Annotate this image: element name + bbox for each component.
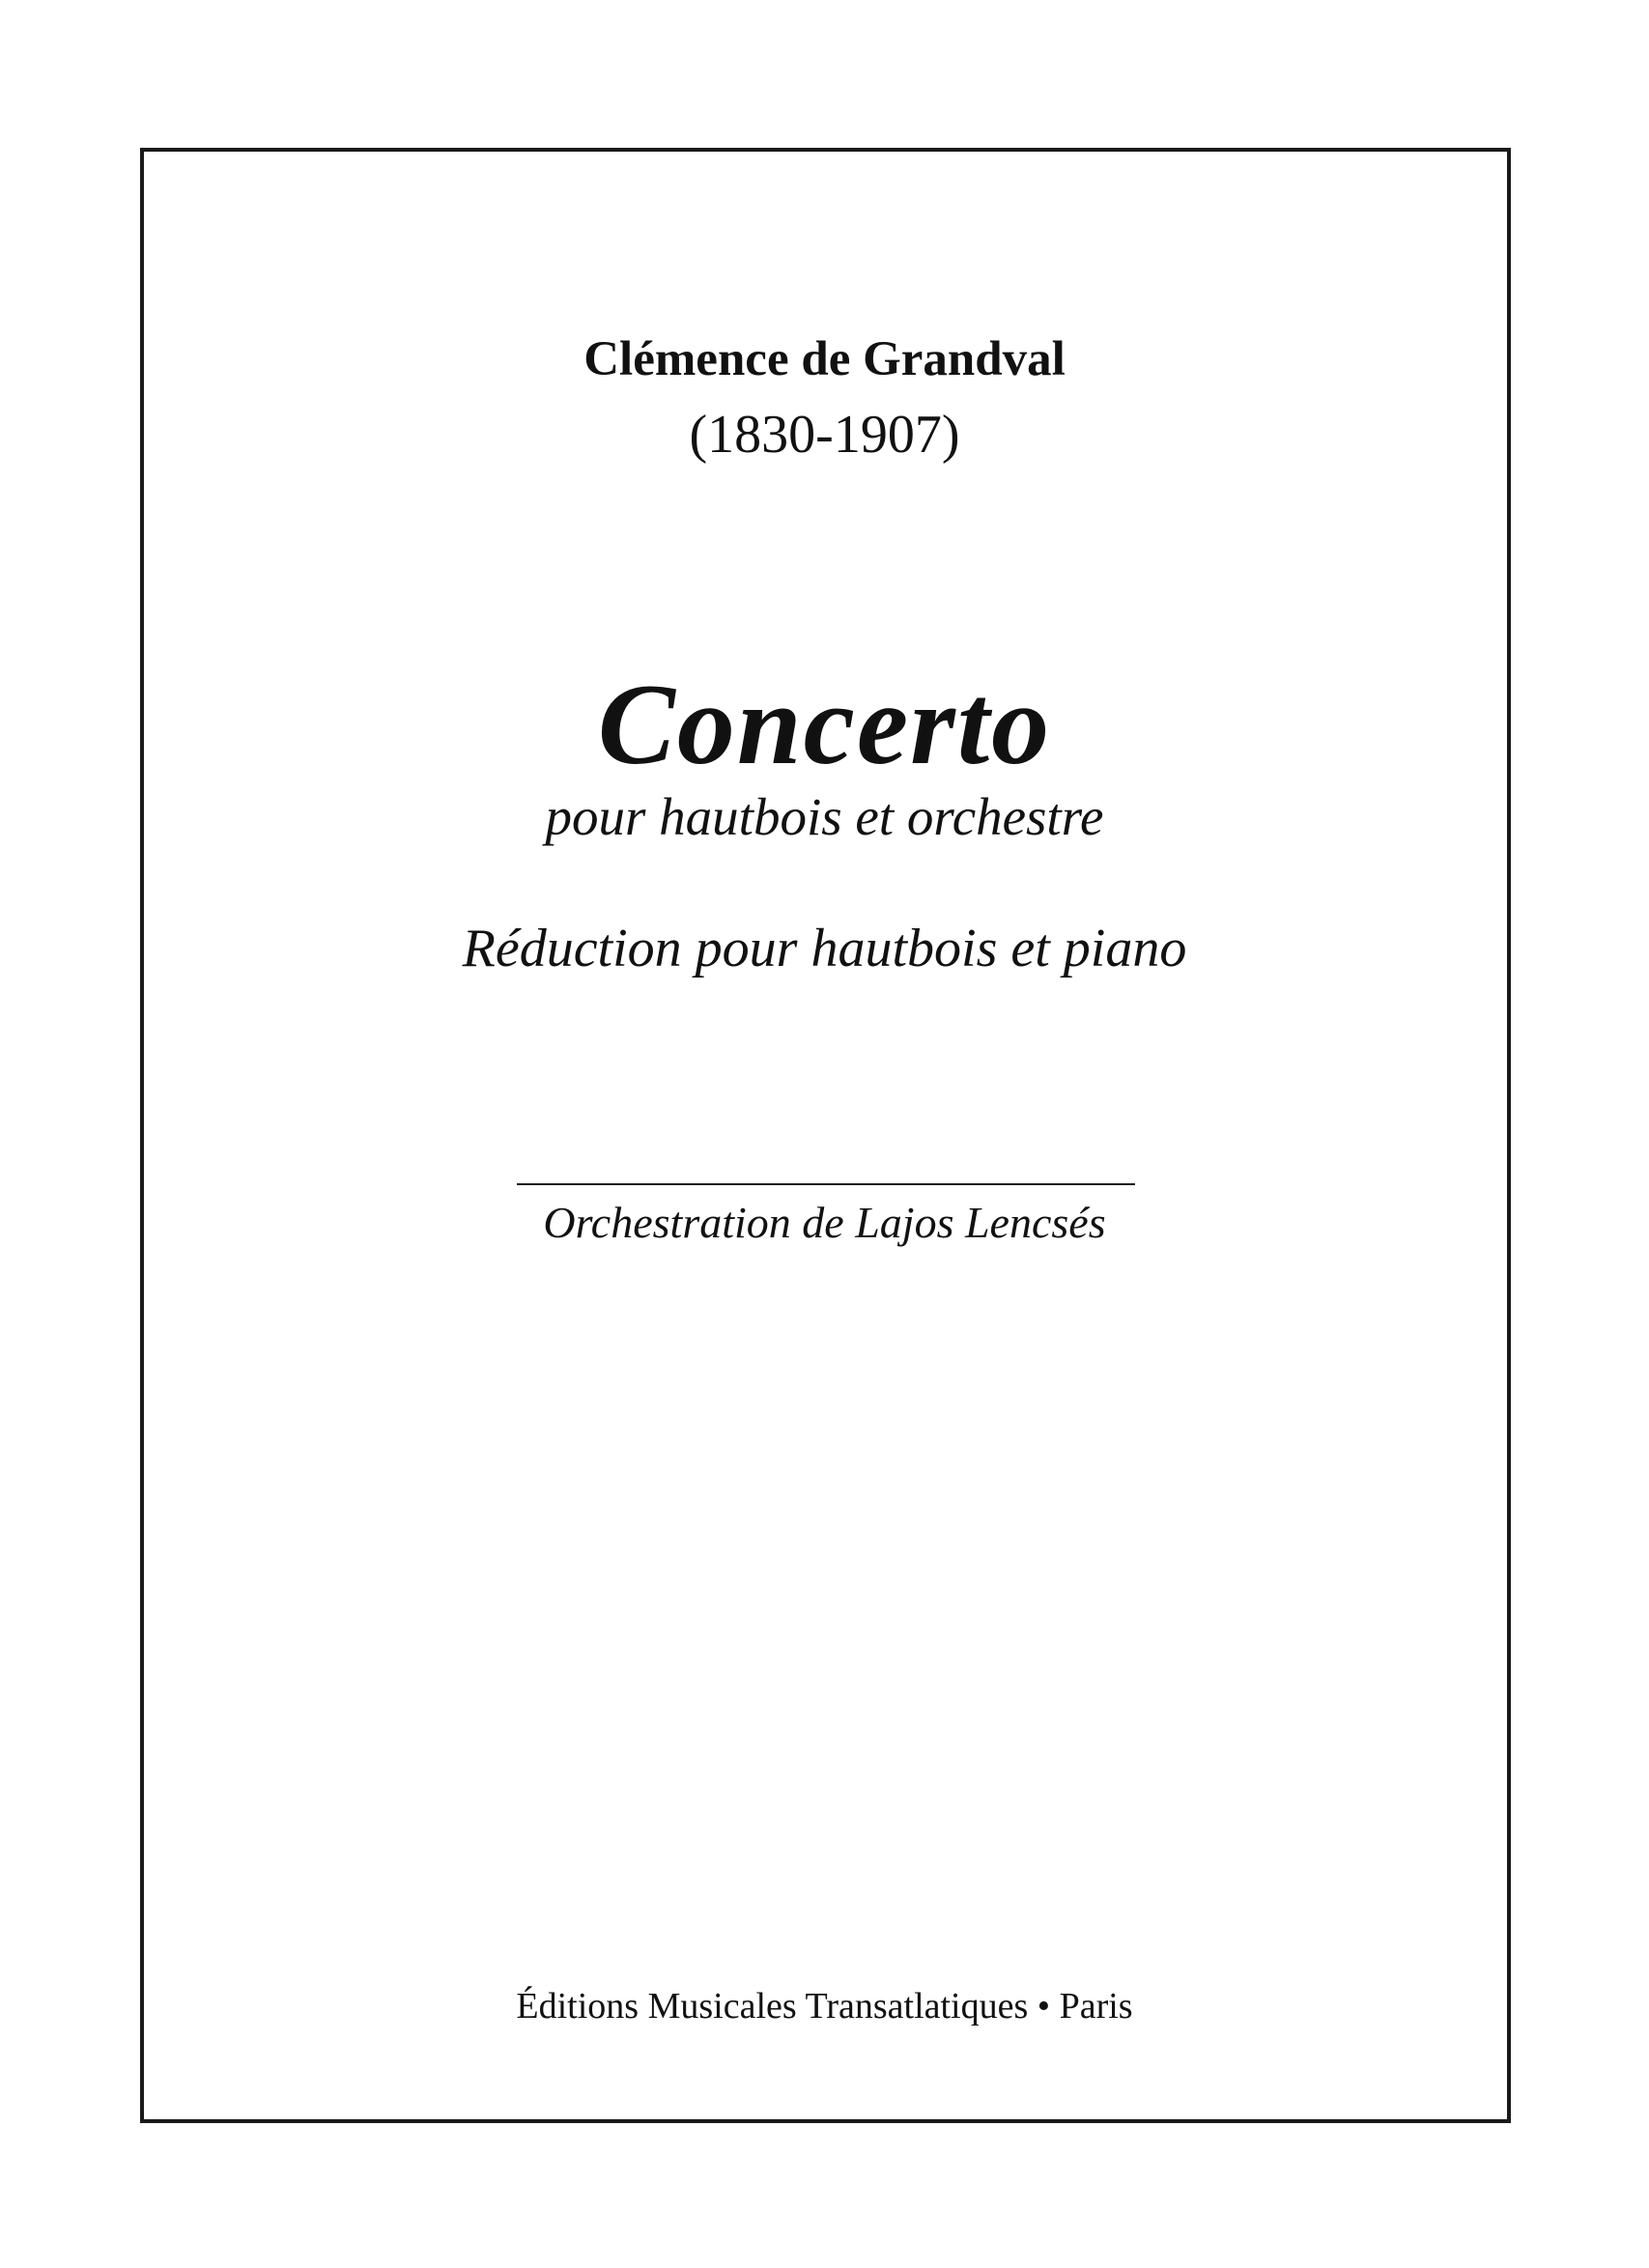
work-subtitle: pour hautbois et orchestre [545, 787, 1104, 846]
reduction-note: Réduction pour hautbois et piano [462, 919, 1187, 978]
composer-dates: (1830-1907) [689, 405, 960, 465]
work-title: Concerto [597, 660, 1052, 788]
divider-rule [517, 1183, 1135, 1185]
composer-name: Clémence de Grandval [583, 332, 1066, 386]
orchestration-credit: Orchestration de Lajos Lencsés [543, 1198, 1106, 1247]
publisher-line: Éditions Musicales Transatlatiques • Paris [516, 1986, 1133, 2027]
